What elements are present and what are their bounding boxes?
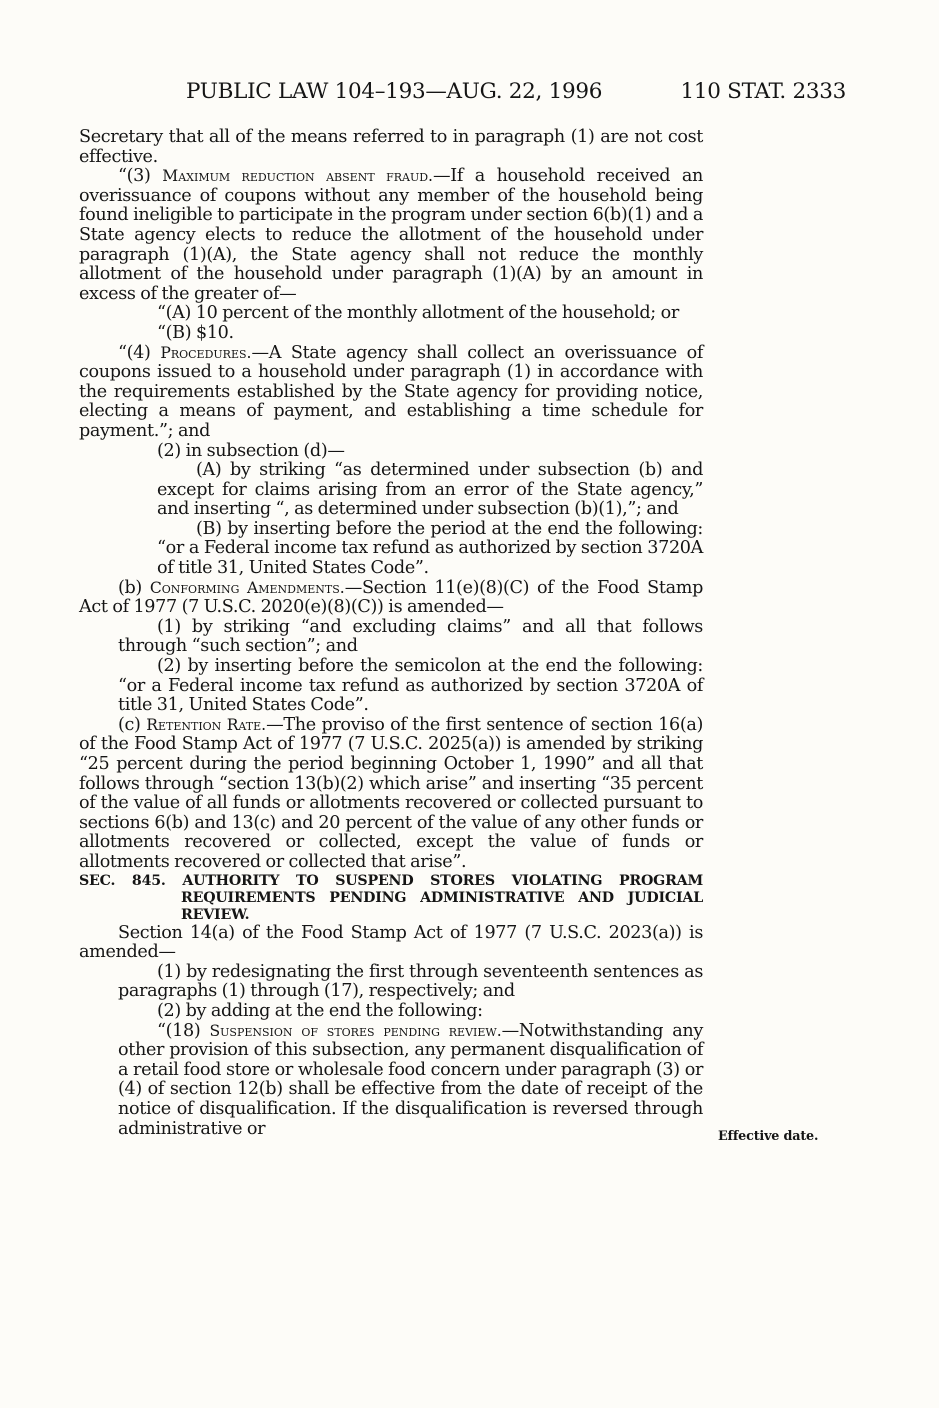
paragraph-number: “(3) (118, 166, 163, 187)
paragraph-number: “(4) (118, 342, 161, 363)
paragraph-text: —If a household received an overissuance of coupons without any member of the household being found ineligible to participate in the program under section 6(b)(1) and a State agency elects to reduce the allotment of the household under paragraph (1)(A), the State agency shall not reduce the monthly allotment of the household under paragraph (1)(A) by an amount in excess of the greater of— (79, 166, 703, 304)
subparagraph-a: “(A) 10 percent of the monthly allotment of the household; or (157, 303, 679, 324)
subparagraph-a-striking: (A) by striking “as determined under subsection (b) and except for claims arising from an error of the State agency,” and inserting “, as determined under subsection (b)(1),”; and (157, 460, 703, 520)
paragraph-heading: Suspension of stores pending review. (209, 1021, 502, 1040)
subsection-label: (b) (118, 577, 150, 598)
paragraph-text: —A State agency shall collect an overissuance of coupons issued to a household under paragraph (1) in accordance with the requirements established by the State agency for providing notice, electing a means of payment, and establishing a time schedule for payment.”; and (79, 342, 703, 441)
subparagraph-b: “(B) $10. (157, 322, 234, 343)
paragraph-1-striking: (1) by striking “and excluding claims” and all that follows through “such section”; and (118, 616, 703, 657)
subsection-heading: Conforming Amendments. (149, 578, 345, 597)
running-header (186, 79, 846, 109)
margin-note-effective-date: Effective date. (718, 1129, 819, 1144)
paragraph-2-inserting: (2) by inserting before the semicolon at the end the following: “or a Federal income tax refund as authorized by section 3720A of title 31, United States Code”. (118, 656, 703, 716)
paragraph-1-redesignating: (1) by redesignating the first through seventeenth sentences as paragraphs (1) through (17), respectively; and (118, 961, 703, 1002)
paragraph-continuation: Secretary that all of the means referred to in paragraph (1) are not cost effective. (79, 127, 703, 167)
paragraph-18-suspension (79, 1022, 703, 1140)
paragraph-3-maximum-reduction (79, 167, 703, 304)
paragraph-heading: Procedures. (160, 343, 252, 362)
paragraph-text: —Notwithstanding any other provision of this subsection, any permanent disqualification of a retail food store or wholesale food concern under paragraph (3) or (4) of section 12(b) shall be effective from the date of receipt of the notice of disqualification. If the disqualification is reversed through administrative or (118, 1020, 703, 1139)
paragraph-2-adding: (2) by adding at the end the following: (157, 1000, 483, 1021)
subsection-label: (c) (118, 714, 147, 735)
subparagraph-b-inserting: (B) by inserting before the period at the end the following: “or a Federal income tax refund as authorized by section 3720A of title 31, United States Code”. (157, 518, 703, 579)
subsection-c-retention-rate (79, 716, 703, 873)
body-text (79, 128, 703, 1139)
subsection-text: —Section 11(e)(8)(C) of the Food Stamp Act of 1977 (7 U.S.C. 2020(e)(8)(C)) is amended— (79, 577, 703, 618)
header-citation: PUBLIC LAW 104–193—AUG. 22, 1996 (186, 79, 603, 104)
subsection-text: —The proviso of the first sentence of section 16(a) of the Food Stamp Act of 1977 (7 U.S.C. 2025(a)) is amended by striking “25 percent during the period beginning October 1, 1990” and all that follows through “section 13(b)(2) which arise” and inserting “35 percent of the value of all funds or allotments recovered or collected pursuant to sections 6(b) and 13(c) and 20 percent of the value of any other funds or allotments recovered or collected, except the value of funds or allotments recovered or collected that arise”. (79, 714, 704, 872)
paragraph-heading: Maximum reduction absent fraud. (162, 167, 433, 186)
section-intro: Section 14(a) of the Food Stamp Act of 1977 (7 U.S.C. 2023(a)) is amended— (79, 922, 703, 963)
paragraph-number: “(18) (157, 1020, 210, 1041)
paragraph-2-subsection-d: (2) in subsection (d)— (157, 440, 345, 461)
subsection-b-conforming-amendments (79, 579, 703, 618)
subsection-heading: Retention Rate. (146, 715, 267, 734)
section-heading: SEC. 845. AUTHORITY TO SUSPEND STORES VIOLATING PROGRAM REQUIREMENTS PENDING ADMINISTRATIVE AND JUDICIAL REVIEW. (79, 872, 703, 923)
paragraph-4-procedures (79, 344, 703, 442)
header-page-number: 110 STAT. 2333 (680, 79, 846, 104)
